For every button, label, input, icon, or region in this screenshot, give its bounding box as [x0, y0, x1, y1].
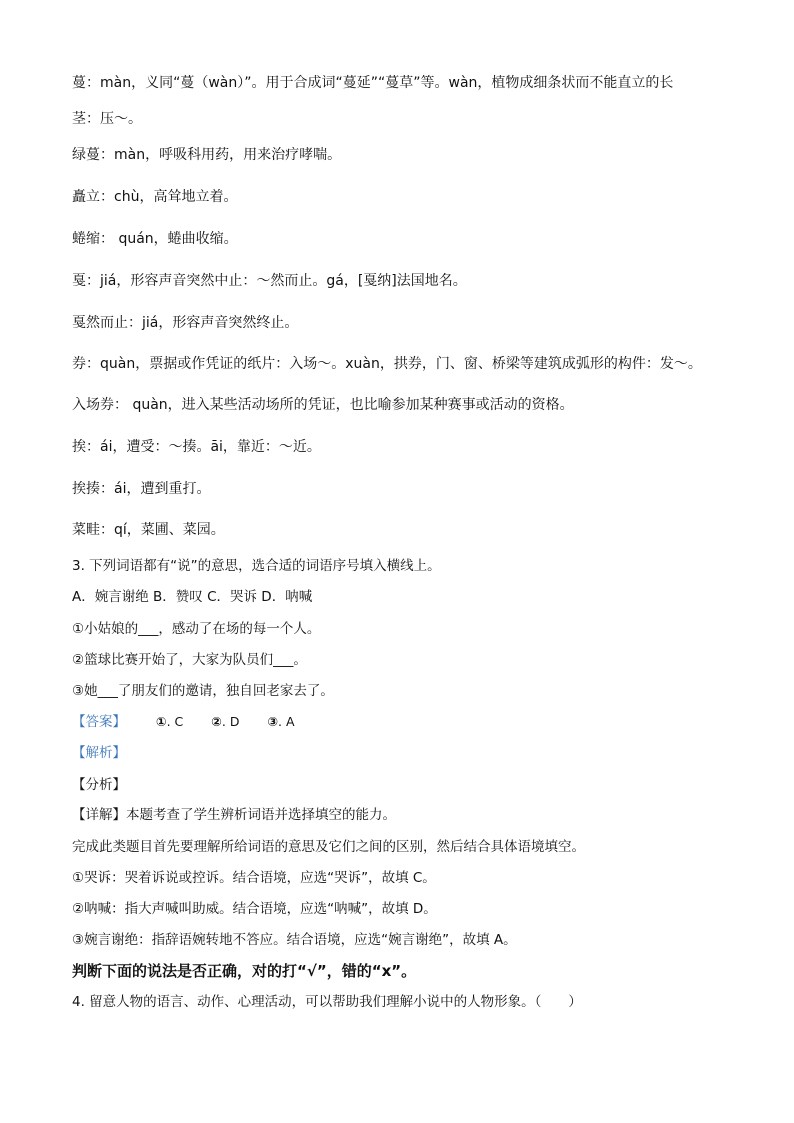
answer-item: ①. C: [156, 714, 184, 729]
question-3-item: ②篮球比赛开始了，大家为队员们___。: [72, 652, 307, 668]
gloss-line: 蜷缩： quán，蜷曲收缩。: [72, 231, 238, 247]
gloss-line: 入场券： quàn，进入某些活动场所的凭证，也比喻参加某种赛事或活动的资格。: [72, 397, 574, 413]
question-3-item: ③她___了朋友们的邀请，独自回老家去了。: [72, 683, 334, 699]
gloss-line: 戛：jiá，形容声音突然中止：～然而止。gá，[戛纳]法国地名。: [72, 273, 467, 289]
detail-text: 【详解】本题考查了学生辨析词语并选择填空的能力。: [72, 807, 396, 823]
method-text: 完成此类题目首先要理解所给词语的意思及它们之间的区别，然后结合具体语境填空。: [72, 839, 585, 855]
answer-label: 【答案】: [72, 714, 126, 730]
section-title: 判断下面的说法是否正确，对的打“√”，错的“x”。: [72, 962, 417, 980]
analysis-label: 【解析】: [72, 745, 126, 761]
fenxi-label: 【分析】: [72, 777, 126, 793]
gloss-line: 菜畦：qí，菜圃、菜园。: [72, 522, 225, 538]
question-3-options: A．婉言谢绝 B．赞叹 C．哭诉 D．呐喊: [72, 589, 313, 605]
answer-item: ②. D: [211, 714, 240, 729]
gloss-line: 戛然而止：jiá，形容声音突然终止。: [72, 315, 299, 331]
gloss-line: 绿蔓：màn，呼吸科用药，用来治疗哮喘。: [72, 147, 342, 163]
answer-row: [72, 713, 295, 731]
question-4: 4. 留意人物的语言、动作、心理活动，可以帮助我们理解小说中的人物形象。（ ）: [72, 994, 582, 1010]
gloss-line: 矗立：chù，高耸地立着。: [72, 189, 238, 205]
question-3-item: ①小姑娘的___，感动了在场的每一个人。: [72, 621, 321, 637]
gloss-line: 挨：ái，遭受：～揍。āi，靠近：～近。: [72, 439, 321, 455]
explanation-line: ②呐喊：指大声喊叫助威。结合语境，应选“呐喊”，故填 D。: [72, 901, 437, 917]
gloss-line: 挨揍：ái，遭到重打。: [72, 481, 211, 497]
answer-item: ③. A: [267, 714, 295, 729]
gloss-line: 券：quàn，票据或作凭证的纸片：入场～。xuàn，拱券，门、窗、桥梁等建筑成弧形的构件：发～。: [72, 356, 702, 372]
gloss-line: 蔓：màn，义同“蔓（wàn）”。用于合成词“蔓延”“蔓草”等。wàn，植物成细条状而不能直立的长: [72, 75, 674, 91]
gloss-line: 茎：压～。: [72, 111, 142, 127]
explanation-line: ①哭诉：哭着诉说或控诉。结合语境，应选“哭诉”，故填 C。: [72, 870, 436, 886]
explanation-line: ③婉言谢绝：指辞语婉转地不答应。结合语境，应选“婉言谢绝”，故填 A。: [72, 932, 517, 948]
question-3-stem: 3. 下列词语都有“说”的意思，选合适的词语序号填入横线上。: [72, 558, 441, 574]
